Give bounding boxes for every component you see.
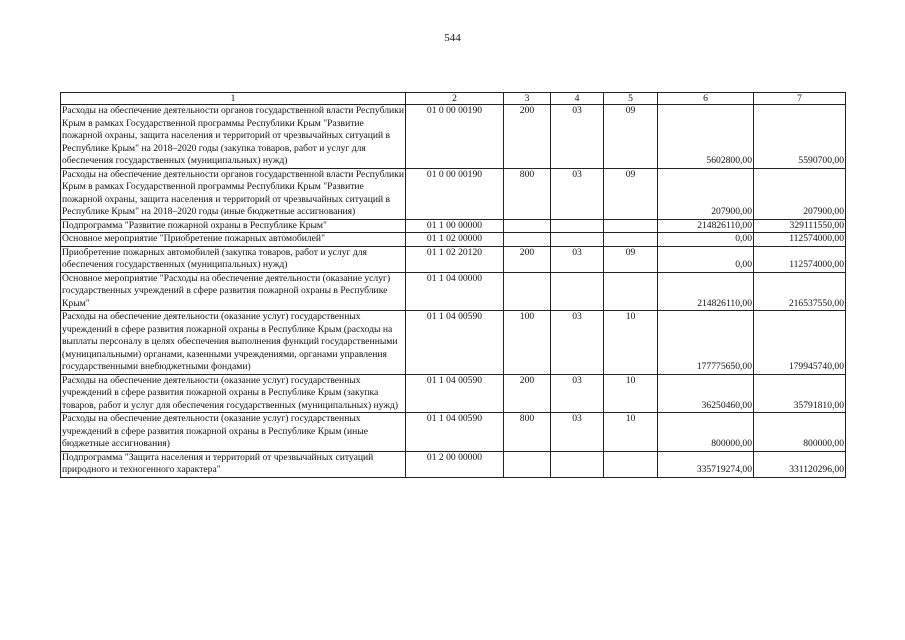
expense-type-cell: [504, 219, 551, 233]
table-row: [61, 413, 846, 452]
column-header: 5: [604, 93, 658, 105]
expense-type-cell: 200: [504, 246, 551, 272]
amount-year-1-cell: 800000,00: [658, 413, 754, 452]
amount-year-1-cell: 214826110,00: [658, 219, 754, 233]
column-header: 1: [61, 93, 406, 105]
row-name-cell: Расходы на обеспечение деятельности (оказание услуг) государственных учреждений в сфере развития пожарной охраны в Республике Крым (закупка товаров, работ и услуг для обеспечения государственных (муниципальных) нужд): [61, 374, 406, 413]
section-cell: 03: [551, 413, 604, 452]
table-header-row: [61, 93, 846, 105]
amount-year-2-cell: 331120296,00: [754, 451, 846, 477]
row-name-cell: Основное мероприятие "Расходы на обеспечение деятельности (оказание услуг) государственных учреждений в сфере развития пожарной охраны в Республике Крым": [61, 272, 406, 311]
table-row: [61, 272, 846, 311]
target-article-code-cell: 01 2 00 00000: [406, 451, 504, 477]
section-cell: 03: [551, 246, 604, 272]
table-row: [61, 374, 846, 413]
table-row: [61, 168, 846, 219]
section-cell: [551, 233, 604, 247]
amount-year-1-cell: 0,00: [658, 233, 754, 247]
expense-type-cell: 200: [504, 374, 551, 413]
subsection-cell: 10: [604, 374, 658, 413]
column-header: 4: [551, 93, 604, 105]
target-article-code-cell: 01 1 04 00590: [406, 311, 504, 375]
row-name-cell: Подпрограмма "Развитие пожарной охраны в Республике Крым": [61, 219, 406, 233]
section-cell: 03: [551, 105, 604, 169]
amount-year-2-cell: 207900,00: [754, 168, 846, 219]
row-name-cell: Расходы на обеспечение деятельности органов государственной власти Республики Крым в рамках Государственной программы Республики Крым "Развитие пожарной охраны, защита населения и территорий от чрезвычайных ситуаций в Республике Крым" на 2018–2020 годы (закупка товаров, работ и услуг для обеспечения государственных (муниципальных) нужд): [62, 105, 404, 166]
amount-year-2-cell: 329111550,00: [754, 219, 846, 233]
table-row: [61, 311, 846, 375]
column-header: 3: [504, 93, 551, 105]
target-article-code-cell: 01 1 04 00590: [406, 374, 504, 413]
column-header: 2: [406, 93, 504, 105]
table-row: [61, 105, 846, 169]
amount-year-1-cell: 36250460,00: [658, 374, 754, 413]
amount-year-2-cell: 216537550,00: [754, 272, 846, 311]
amount-year-2-cell: 5590700,00: [754, 105, 846, 169]
row-name-cell: Расходы на обеспечение деятельности (оказание услуг) государственных учреждений в сфере развития пожарной охраны в Республике Крым (расходы на выплаты персоналу в целях обеспечения выполнения функций государственными (муниципальными) органами, казенными учреждениями, органами управления государственными внебюджетными фондами): [61, 311, 406, 375]
table-row: [61, 233, 846, 247]
column-header: 6: [658, 93, 754, 105]
amount-year-1-cell: 0,00: [658, 246, 754, 272]
target-article-code-cell: 01 1 02 00000: [406, 233, 504, 247]
target-article-code-cell: 01 0 00 00190: [406, 105, 504, 169]
section-cell: [551, 451, 604, 477]
budget-table: [60, 92, 846, 478]
table-row: [61, 219, 846, 233]
row-name-cell: Приобретение пожарных автомобилей (закупка товаров, работ и услуг для обеспечения государственных (муниципальных) нужд): [61, 246, 406, 272]
expense-type-cell: 800: [504, 413, 551, 452]
subsection-cell: 09: [604, 168, 658, 219]
column-header: 7: [754, 93, 846, 105]
subsection-cell: 10: [604, 413, 658, 452]
page-number: 544: [444, 32, 461, 44]
subsection-cell: [604, 219, 658, 233]
target-article-code-cell: 01 1 02 20120: [406, 246, 504, 272]
section-cell: [551, 219, 604, 233]
target-article-code-cell: 01 1 00 00000: [406, 219, 504, 233]
subsection-cell: 09: [604, 105, 658, 169]
subsection-cell: [604, 272, 658, 311]
expense-type-cell: [504, 451, 551, 477]
amount-year-1-cell: 5602800,00: [658, 105, 754, 169]
amount-year-2-cell: 112574000,00: [754, 246, 846, 272]
section-cell: 03: [551, 168, 604, 219]
section-cell: [551, 272, 604, 311]
expense-type-cell: 800: [504, 168, 551, 219]
target-article-code-cell: 01 0 00 00190: [406, 168, 504, 219]
row-name-cell: Основное мероприятие "Приобретение пожарных автомобилей": [61, 233, 406, 247]
table-row: [61, 451, 846, 477]
amount-year-1-cell: 335719274,00: [658, 451, 754, 477]
expense-type-cell: [504, 272, 551, 311]
section-cell: 03: [551, 311, 604, 375]
row-name-cell: Подпрограмма "Защита населения и территорий от чрезвычайных ситуаций природного и техногенного характера": [61, 451, 406, 477]
subsection-cell: 10: [604, 311, 658, 375]
table-row: [61, 246, 846, 272]
row-name-cell: Расходы на обеспечение деятельности (оказание услуг) государственных учреждений в сфере развития пожарной охраны в Республике Крым (иные бюджетные ассигнования): [61, 413, 406, 452]
amount-year-1-cell: 207900,00: [658, 168, 754, 219]
subsection-cell: 09: [604, 246, 658, 272]
amount-year-2-cell: 112574000,00: [754, 233, 846, 247]
amount-year-2-cell: 179945740,00: [754, 311, 846, 375]
target-article-code-cell: 01 1 04 00000: [406, 272, 504, 311]
target-article-code-cell: 01 1 04 00590: [406, 413, 504, 452]
subsection-cell: [604, 233, 658, 247]
amount-year-2-cell: 35791810,00: [754, 374, 846, 413]
expense-type-cell: [504, 233, 551, 247]
amount-year-1-cell: 177775650,00: [658, 311, 754, 375]
row-name-cell: Расходы на обеспечение деятельности органов государственной власти Республики Крым в рамках Государственной программы Республики Крым "Развитие пожарной охраны, защита населения и территорий от чрезвычайных ситуаций в Республике Крым" на 2018–2020 годы (иные бюджетные ассигнования): [62, 168, 404, 217]
section-cell: 03: [551, 374, 604, 413]
amount-year-2-cell: 800000,00: [754, 413, 846, 452]
expense-type-cell: 100: [504, 311, 551, 375]
subsection-cell: [604, 451, 658, 477]
amount-year-1-cell: 214826110,00: [658, 272, 754, 311]
expense-type-cell: 200: [504, 105, 551, 169]
